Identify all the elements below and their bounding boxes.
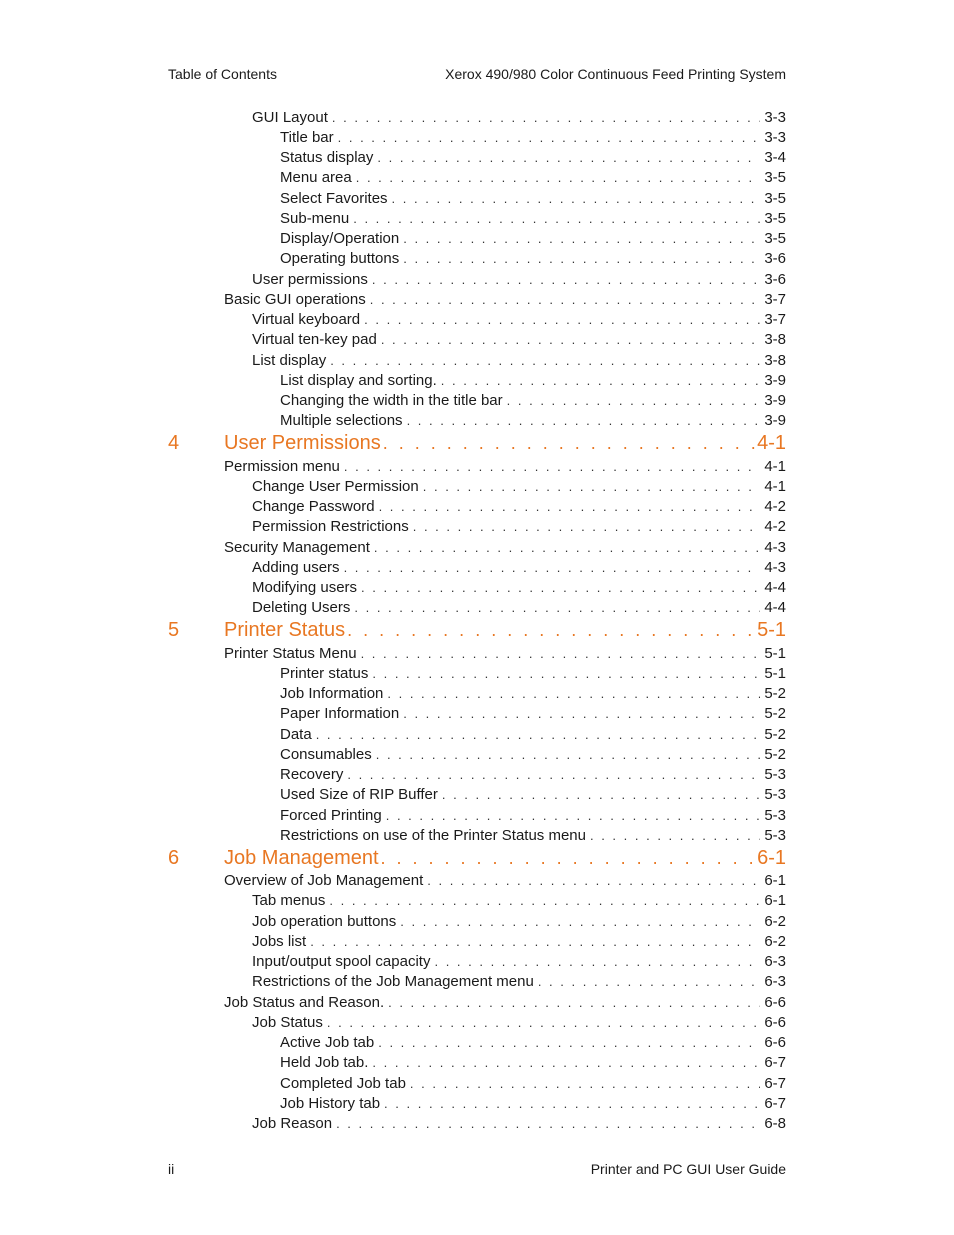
toc-entry[interactable] xyxy=(280,805,786,825)
toc-entry-page: 4-3 xyxy=(764,558,786,576)
toc-entry-title: Display/Operation xyxy=(280,230,403,247)
dot-leader xyxy=(507,393,761,408)
dot-leader xyxy=(316,727,761,742)
toc-entry-title: Deleting Users xyxy=(252,599,354,616)
toc-entry-title: Forced Printing xyxy=(280,807,386,824)
toc-entry-page: 6-1 xyxy=(757,846,786,869)
toc-entry[interactable] xyxy=(280,1073,786,1093)
toc-entry-page: 5-2 xyxy=(764,685,786,703)
dot-leader xyxy=(344,560,761,575)
toc-entry-title: List display xyxy=(252,352,330,369)
chapter-number: 5 xyxy=(168,619,180,641)
toc-entry[interactable] xyxy=(280,188,786,208)
toc-entry-title: Virtual ten-key pad xyxy=(252,331,381,348)
toc-entry-page: 3-5 xyxy=(764,189,786,207)
toc-entry-title: Permission Restrictions xyxy=(252,518,413,535)
toc-entry-page: 4-2 xyxy=(764,518,786,536)
toc-chapter-4[interactable] xyxy=(168,431,786,456)
toc-entry[interactable] xyxy=(224,289,786,309)
toc-entry[interactable] xyxy=(252,517,786,537)
dot-leader xyxy=(354,600,760,615)
toc-entry[interactable] xyxy=(280,785,786,805)
toc-entry-page: 6-8 xyxy=(764,1115,786,1133)
toc-entry-title: Paper Information xyxy=(280,705,403,722)
toc-entry[interactable] xyxy=(252,269,786,289)
toc-entry-page: 6-3 xyxy=(764,973,786,991)
toc-entry-page: 6-6 xyxy=(764,1013,786,1031)
dot-leader xyxy=(392,191,761,206)
toc-entry[interactable] xyxy=(280,127,786,147)
dot-leader xyxy=(377,150,760,165)
toc-entry-page: 5-3 xyxy=(764,786,786,804)
toc-entry[interactable] xyxy=(280,765,786,785)
toc-entry-title: Printer Status xyxy=(224,619,346,641)
page-header xyxy=(168,65,786,83)
toc-entry-page: 6-2 xyxy=(764,912,786,930)
toc-entry-title: Security Management xyxy=(224,539,374,556)
dot-leader xyxy=(442,787,760,802)
toc-entry[interactable] xyxy=(280,370,786,390)
dot-leader xyxy=(410,1076,760,1091)
toc-entry[interactable] xyxy=(280,229,786,249)
toc-entry-page: 6-1 xyxy=(764,892,786,910)
toc-entry[interactable] xyxy=(280,1053,786,1073)
toc-entry-title: Changing the width in the title bar xyxy=(280,392,507,409)
toc-entry-page: 3-5 xyxy=(764,209,786,227)
toc-entry-page: 5-1 xyxy=(764,664,786,682)
toc-entry-title: Recovery xyxy=(280,766,347,783)
toc-entry-title: Jobs list xyxy=(252,933,310,950)
toc-entry-page: 6-6 xyxy=(764,1034,786,1052)
dot-leader xyxy=(310,934,760,949)
toc-entry-title: Restrictions of the Job Management menu xyxy=(252,973,538,990)
dot-leader xyxy=(538,974,760,989)
toc-entry-page: 3-8 xyxy=(764,331,786,349)
toc-entry-page: 5-3 xyxy=(764,826,786,844)
toc-entry-page: 3-3 xyxy=(764,128,786,146)
dot-leader xyxy=(403,231,760,246)
toc-entry-page: 4-2 xyxy=(764,498,786,516)
chapter-number: 6 xyxy=(168,846,180,869)
toc-entry-title: Active Job tab xyxy=(280,1034,378,1051)
dot-leader xyxy=(400,914,760,929)
dot-leader xyxy=(423,479,761,494)
dot-leader xyxy=(364,312,760,327)
toc-entry[interactable] xyxy=(280,704,786,724)
toc-entry-title: List display and sorting. xyxy=(280,372,441,389)
toc-entry-page: 6-3 xyxy=(764,953,786,971)
toc-entry-page: 6-7 xyxy=(764,1094,786,1112)
dot-leader xyxy=(407,413,761,428)
toc-entry-page: 5-3 xyxy=(764,766,786,784)
dot-leader xyxy=(361,646,761,661)
dot-leader xyxy=(374,540,760,555)
toc-chapter-6[interactable] xyxy=(168,846,786,871)
dot-leader xyxy=(379,499,761,514)
dot-leader xyxy=(356,170,761,185)
toc-entry[interactable] xyxy=(280,208,786,228)
dot-leader xyxy=(384,1096,760,1111)
toc-entry-page: 4-1 xyxy=(764,457,786,475)
toc-entry-title: Change Password xyxy=(252,498,379,515)
toc-entry[interactable] xyxy=(252,350,786,370)
toc-entry-page: 6-6 xyxy=(764,993,786,1011)
toc-entry-page: 4-4 xyxy=(764,599,786,617)
toc-entry-page: 4-4 xyxy=(764,579,786,597)
dot-leader xyxy=(332,110,760,125)
toc-entry-title: Consumables xyxy=(280,746,376,763)
dot-leader xyxy=(381,332,761,347)
toc-entry[interactable] xyxy=(252,557,786,577)
dot-leader xyxy=(388,995,760,1010)
toc-entry-title: Sub-menu xyxy=(280,210,353,227)
header-section-title: Table of Contents xyxy=(168,66,277,82)
page-footer xyxy=(168,1160,786,1178)
dot-leader xyxy=(338,130,761,145)
toc-entry[interactable] xyxy=(252,476,786,496)
toc-entry[interactable] xyxy=(280,724,786,744)
dot-leader xyxy=(434,954,760,969)
dot-leader xyxy=(376,747,761,762)
toc-entry[interactable] xyxy=(252,952,786,972)
toc-entry-title: Title bar xyxy=(280,129,338,146)
toc-entry[interactable] xyxy=(280,411,786,431)
toc-entry-title: User permissions xyxy=(252,271,372,288)
dot-leader xyxy=(336,1116,760,1131)
toc-chapter-5[interactable] xyxy=(168,618,786,643)
toc-entry[interactable] xyxy=(252,107,786,127)
dot-leader xyxy=(372,666,760,681)
toc-entry-page: 3-6 xyxy=(764,270,786,288)
chapter-number: 4 xyxy=(168,432,180,454)
dot-leader xyxy=(372,1055,760,1070)
toc-entry-title: Completed Job tab xyxy=(280,1075,410,1092)
toc-entry[interactable] xyxy=(252,310,786,330)
toc-entry-title: Permission menu xyxy=(224,458,344,475)
toc-entry-page: 3-6 xyxy=(764,250,786,268)
toc-entry-title: Job Status and Reason. xyxy=(224,994,388,1011)
toc-entry[interactable] xyxy=(280,391,786,411)
toc-entry-title: Restrictions on use of the Printer Status menu xyxy=(280,827,590,844)
toc-entry-title: Operating buttons xyxy=(280,250,403,267)
toc-entry-title: Select Favorites xyxy=(280,190,392,207)
toc-entry-title: Status display xyxy=(280,149,377,166)
dot-leader xyxy=(386,808,761,823)
toc-entry-title: Data xyxy=(280,726,316,743)
toc-entry-title: Job Information xyxy=(280,685,387,702)
toc-entry-title: Virtual keyboard xyxy=(252,311,364,328)
toc-entry-title: GUI Layout xyxy=(252,109,332,126)
toc-entry-title: Input/output spool capacity xyxy=(252,953,434,970)
toc-entry-page: 6-2 xyxy=(764,932,786,950)
dot-leader xyxy=(347,767,760,782)
toc-entry[interactable] xyxy=(252,330,786,350)
toc-entry-page: 3-7 xyxy=(764,290,786,308)
toc-entry-page: 5-1 xyxy=(764,644,786,662)
dot-leader xyxy=(370,292,761,307)
toc-entry[interactable] xyxy=(224,871,786,891)
dot-leader xyxy=(441,373,761,388)
toc-entry-page: 3-4 xyxy=(764,149,786,167)
toc-entry-title: Printer Status Menu xyxy=(224,645,361,662)
toc-entry[interactable] xyxy=(280,663,786,683)
dot-leader xyxy=(427,873,760,888)
toc-entry[interactable] xyxy=(280,825,786,845)
toc-entry-page: 4-1 xyxy=(764,477,786,495)
toc-entry-title: Job Management xyxy=(224,846,379,869)
toc-entry[interactable] xyxy=(280,684,786,704)
toc-entry[interactable] xyxy=(252,911,786,931)
toc-entry-page: 3-9 xyxy=(764,392,786,410)
toc-entry-page: 3-3 xyxy=(764,108,786,126)
toc-entry[interactable] xyxy=(280,249,786,269)
toc-entry[interactable] xyxy=(224,643,786,663)
toc-entry-title: Held Job tab. xyxy=(280,1054,372,1071)
toc-entry[interactable] xyxy=(280,168,786,188)
toc-entry-page: 5-1 xyxy=(757,619,786,641)
toc-entry-page: 3-9 xyxy=(764,412,786,430)
toc-entry[interactable] xyxy=(252,931,786,951)
dot-leader xyxy=(344,459,760,474)
toc-entry-page: 4-1 xyxy=(757,432,786,454)
toc-entry-title: Basic GUI operations xyxy=(224,291,370,308)
toc-entry-page: 5-2 xyxy=(764,745,786,763)
header-document-title: Xerox 490/980 Color Continuous Feed Printing System xyxy=(445,66,786,82)
dot-leader xyxy=(372,272,760,287)
toc-entry-title: Tab menus xyxy=(252,892,329,909)
toc-entry[interactable] xyxy=(252,598,786,618)
toc-entry-title: Job Reason xyxy=(252,1115,336,1132)
dot-leader xyxy=(327,1015,760,1030)
dot-leader xyxy=(329,893,760,908)
toc-entry-title: Menu area xyxy=(280,169,356,186)
toc-entry-page: 3-9 xyxy=(764,371,786,389)
toc-entry-title: Job operation buttons xyxy=(252,913,400,930)
toc-entry[interactable] xyxy=(252,578,786,598)
dot-leader xyxy=(403,251,760,266)
toc-entry-page: 6-1 xyxy=(764,872,786,890)
footer-page-number: ii xyxy=(168,1161,175,1177)
toc-entry-page: 3-5 xyxy=(764,169,786,187)
toc-entry-page: 3-8 xyxy=(764,351,786,369)
toc-entry[interactable] xyxy=(252,1012,786,1032)
table-of-contents xyxy=(0,107,954,1134)
dot-leader xyxy=(381,848,756,869)
toc-entry-title: Job Status xyxy=(252,1014,327,1031)
toc-entry[interactable] xyxy=(280,1093,786,1113)
toc-entry-page: 6-7 xyxy=(764,1074,786,1092)
toc-entry[interactable] xyxy=(252,972,786,992)
toc-entry-title: Adding users xyxy=(252,559,344,576)
toc-entry-title: Modifying users xyxy=(252,579,361,596)
toc-entry-title: User Permissions xyxy=(224,432,381,454)
toc-entry-title: Job History tab xyxy=(280,1095,384,1112)
dot-leader xyxy=(387,686,760,701)
toc-entry-page: 5-2 xyxy=(764,725,786,743)
dot-leader xyxy=(353,211,760,226)
toc-entry[interactable] xyxy=(252,497,786,517)
toc-entry-title: Multiple selections xyxy=(280,412,407,429)
toc-entry-title: Overview of Job Management xyxy=(224,872,427,889)
toc-entry-page: 5-3 xyxy=(764,806,786,824)
toc-entry-title: Printer status xyxy=(280,665,372,682)
footer-guide-title: Printer and PC GUI User Guide xyxy=(590,1161,786,1177)
dot-leader xyxy=(347,620,755,641)
toc-entry-page: 6-7 xyxy=(764,1054,786,1072)
toc-entry-page: 5-2 xyxy=(764,705,786,723)
toc-entry[interactable] xyxy=(224,537,786,557)
dot-leader xyxy=(361,580,760,595)
toc-entry-page: 3-7 xyxy=(764,311,786,329)
toc-entry[interactable] xyxy=(280,1033,786,1053)
dot-leader xyxy=(413,519,761,534)
dot-leader xyxy=(383,433,755,454)
toc-entry-page: 3-5 xyxy=(764,230,786,248)
toc-entry[interactable] xyxy=(252,891,786,911)
toc-entry[interactable] xyxy=(280,744,786,764)
toc-entry[interactable] xyxy=(224,992,786,1012)
dot-leader xyxy=(403,706,760,721)
dot-leader xyxy=(378,1035,760,1050)
toc-entry-page: 4-3 xyxy=(764,538,786,556)
toc-entry-title: Change User Permission xyxy=(252,478,423,495)
dot-leader xyxy=(590,828,760,843)
toc-entry[interactable] xyxy=(224,456,786,476)
toc-entry[interactable] xyxy=(280,148,786,168)
toc-entry[interactable] xyxy=(252,1114,786,1134)
dot-leader xyxy=(330,353,760,368)
toc-entry-title: Used Size of RIP Buffer xyxy=(280,786,442,803)
